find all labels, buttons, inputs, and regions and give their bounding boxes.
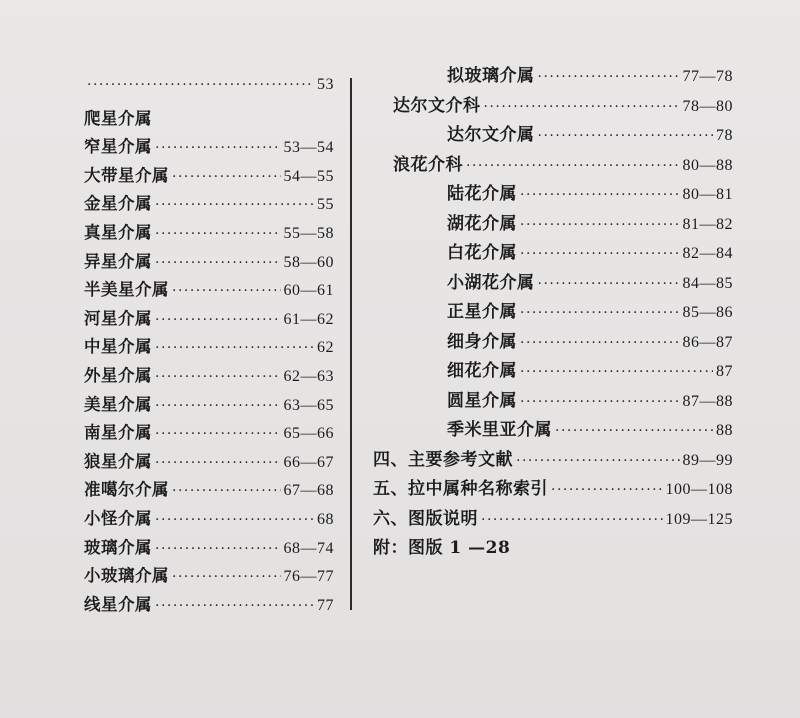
toc-entry-title: 拟玻璃介属 bbox=[447, 66, 535, 86]
toc-entry-title: 美星介属 bbox=[84, 394, 152, 414]
toc-entry bbox=[84, 190, 334, 219]
toc-entry-title: 附：图版 1 —28 bbox=[373, 538, 511, 558]
toc-entry-title: 细身介属 bbox=[447, 331, 517, 352]
toc-leader-dots bbox=[520, 305, 680, 321]
toc-leader-dots bbox=[155, 512, 314, 528]
toc-leader-dots bbox=[172, 283, 281, 299]
toc-entry-pages: 61—62 bbox=[283, 310, 334, 328]
toc-entry-pages: 87 bbox=[716, 363, 733, 380]
toc-entry-title: 线星介属 bbox=[84, 594, 152, 614]
toc-leader-dots bbox=[520, 217, 680, 233]
toc-entry-title: 异星介属 bbox=[84, 251, 152, 271]
toc-entry-title: 季米里亚介属 bbox=[447, 420, 552, 440]
toc-entry-title: 六、图版说明 bbox=[373, 508, 478, 529]
toc-leader-dots bbox=[155, 197, 314, 213]
toc-leader-dots bbox=[551, 482, 663, 498]
toc-entry-title: 四、主要参考文献 bbox=[373, 449, 513, 470]
toc-entry bbox=[84, 133, 334, 162]
toc-entry bbox=[373, 120, 733, 150]
toc-entry-title: 半美星介属 bbox=[84, 280, 169, 300]
toc-entry-title: 金星介属 bbox=[84, 194, 152, 214]
toc-entry-pages: 109—125 bbox=[665, 510, 733, 528]
column-divider bbox=[350, 78, 352, 610]
toc-leader-dots bbox=[555, 423, 713, 439]
toc-leader-dots bbox=[155, 369, 281, 385]
toc-entry-pages: 62 bbox=[317, 339, 334, 357]
toc-entry bbox=[373, 209, 733, 239]
toc-entry-title: 陆花介属 bbox=[447, 184, 517, 204]
toc-entry-pages: 100—108 bbox=[665, 481, 733, 498]
toc-entry-title: 达尔文介科 bbox=[393, 95, 481, 116]
toc-leader-dots bbox=[172, 569, 281, 585]
toc-entry-pages: 68 bbox=[317, 510, 334, 528]
toc-leader-dots bbox=[520, 246, 680, 262]
toc-leader-dots bbox=[155, 312, 281, 328]
toc-entry-title: 河星介属 bbox=[84, 308, 152, 328]
toc-entry-pages: 80—88 bbox=[682, 156, 733, 174]
toc-entry-pages: 78—80 bbox=[682, 97, 733, 115]
toc-left-column bbox=[84, 76, 334, 619]
toc-entry bbox=[84, 276, 334, 305]
toc-entry bbox=[373, 356, 733, 386]
toc-entry-title: 浪花介科 bbox=[393, 154, 463, 175]
toc-leader-dots bbox=[516, 453, 680, 469]
toc-entry-pages: 60—61 bbox=[283, 282, 334, 300]
toc-entry bbox=[373, 445, 733, 475]
toc-entry-pages: 85—86 bbox=[682, 304, 733, 321]
toc-entry bbox=[373, 504, 733, 534]
toc-entry-pages: 65—66 bbox=[283, 425, 334, 443]
toc-entry-title: 小湖花介属 bbox=[447, 272, 535, 293]
toc-entry bbox=[84, 105, 334, 134]
toc-entry-pages: 87—88 bbox=[682, 392, 733, 410]
toc-entry-title: 玻璃介属 bbox=[84, 537, 152, 557]
toc-entry bbox=[373, 91, 733, 121]
toc-entry bbox=[373, 327, 733, 357]
toc-entry bbox=[84, 76, 334, 105]
toc-entry bbox=[84, 391, 334, 420]
toc-entry-title: 小玻璃介属 bbox=[84, 566, 169, 586]
toc-entry bbox=[84, 362, 334, 391]
toc-entry-pages: 81—82 bbox=[682, 215, 733, 233]
toc-entry bbox=[84, 505, 334, 534]
toc-entry bbox=[84, 591, 334, 620]
toc-entry-pages: 68—74 bbox=[283, 539, 334, 557]
toc-entry-title: 外星介属 bbox=[84, 365, 152, 385]
toc-leader-dots bbox=[466, 158, 680, 174]
toc-leader-dots bbox=[481, 512, 663, 528]
toc-entry-title: 小怪介属 bbox=[84, 508, 152, 528]
toc-entry-pages: 63—65 bbox=[283, 396, 334, 414]
toc-entry bbox=[373, 61, 733, 91]
toc-leader-dots bbox=[155, 340, 314, 356]
toc-leader-dots bbox=[155, 398, 281, 414]
toc-leader-dots bbox=[172, 169, 281, 185]
toc-entry-title: 窄星介属 bbox=[84, 137, 152, 157]
toc-entry bbox=[373, 415, 733, 445]
toc-entry bbox=[84, 333, 334, 362]
toc-entry bbox=[373, 533, 733, 563]
toc-entry bbox=[84, 476, 334, 505]
toc-entry-title: 真星介属 bbox=[84, 222, 152, 242]
toc-entry-pages: 76—77 bbox=[283, 568, 334, 586]
toc-entry bbox=[84, 534, 334, 563]
toc-entry-title: 大带星介属 bbox=[84, 165, 169, 185]
toc-leader-dots bbox=[155, 598, 314, 614]
toc-entry-pages: 55—58 bbox=[283, 224, 334, 242]
toc-entry-pages: 62—63 bbox=[283, 367, 334, 385]
toc-entry-pages: 88 bbox=[716, 422, 733, 439]
toc-entry bbox=[373, 386, 733, 416]
toc-entry-pages: 55 bbox=[317, 196, 334, 214]
toc-entry bbox=[84, 162, 334, 191]
toc-entry-pages: 67—68 bbox=[283, 482, 334, 500]
toc-entry bbox=[373, 474, 733, 504]
toc-entry-title: 五、拉中属种名称索引 bbox=[373, 479, 548, 499]
toc-leader-dots bbox=[155, 255, 281, 271]
toc-entry bbox=[84, 219, 334, 248]
toc-entry-pages: 54—55 bbox=[283, 167, 334, 185]
toc-entry bbox=[373, 179, 733, 209]
toc-entry bbox=[373, 297, 733, 327]
toc-entry-pages: 53 bbox=[317, 76, 334, 93]
toc-entry bbox=[84, 248, 334, 277]
toc-leader-dots bbox=[155, 226, 281, 242]
toc-leader-dots bbox=[520, 335, 680, 351]
toc-entry bbox=[373, 268, 733, 298]
toc-leader-dots bbox=[155, 140, 281, 156]
toc-entry-pages: 58—60 bbox=[283, 253, 334, 271]
toc-entry-pages: 77 bbox=[317, 596, 334, 614]
toc-entry-pages: 89—99 bbox=[682, 451, 733, 469]
toc-entry-pages: 77—78 bbox=[682, 68, 733, 85]
toc-entry-pages: 86—87 bbox=[682, 333, 733, 351]
toc-entry-title: 达尔文介属 bbox=[447, 125, 535, 145]
toc-entry-title: 爬星介属 bbox=[84, 108, 152, 128]
toc-entry-pages: 78 bbox=[716, 127, 733, 144]
toc-entry bbox=[84, 419, 334, 448]
toc-entry-title: 南星介属 bbox=[84, 423, 152, 443]
toc-entry-pages: 84—85 bbox=[682, 274, 733, 292]
toc-entry-pages: 80—81 bbox=[682, 186, 733, 203]
toc-entry bbox=[84, 305, 334, 334]
toc-entry-title: 狼星介属 bbox=[84, 451, 152, 471]
toc-entry-title: 正星介属 bbox=[447, 302, 517, 322]
toc-entry-title: 细花介属 bbox=[447, 361, 517, 381]
toc-leader-dots bbox=[520, 364, 713, 380]
toc-leader-dots bbox=[155, 541, 281, 557]
toc-entry-title: 圆星介属 bbox=[447, 390, 517, 411]
toc-leader-dots bbox=[538, 128, 714, 144]
toc-entry bbox=[84, 562, 334, 591]
toc-leader-dots bbox=[172, 483, 281, 499]
toc-leader-dots bbox=[155, 426, 281, 442]
toc-entry-title: 准噶尔介属 bbox=[84, 480, 169, 500]
toc-leader-dots bbox=[87, 77, 314, 93]
toc-leader-dots bbox=[155, 455, 281, 471]
toc-right-column bbox=[373, 61, 733, 563]
toc-entry-title: 白花介属 bbox=[447, 243, 517, 263]
toc-entry bbox=[373, 150, 733, 180]
toc-entry bbox=[373, 238, 733, 268]
toc-leader-dots bbox=[520, 394, 680, 410]
toc-entry-pages: 82—84 bbox=[682, 245, 733, 262]
toc-leader-dots bbox=[538, 276, 680, 292]
toc-leader-dots bbox=[520, 187, 680, 203]
toc-leader-dots bbox=[538, 69, 680, 85]
toc-leader-dots bbox=[484, 99, 680, 115]
toc-entry-title: 湖花介属 bbox=[447, 213, 517, 234]
toc-entry-pages: 53—54 bbox=[283, 139, 334, 157]
toc-entry-title: 中星介属 bbox=[84, 337, 152, 357]
toc-entry bbox=[84, 448, 334, 477]
toc-entry-pages: 66—67 bbox=[283, 453, 334, 471]
